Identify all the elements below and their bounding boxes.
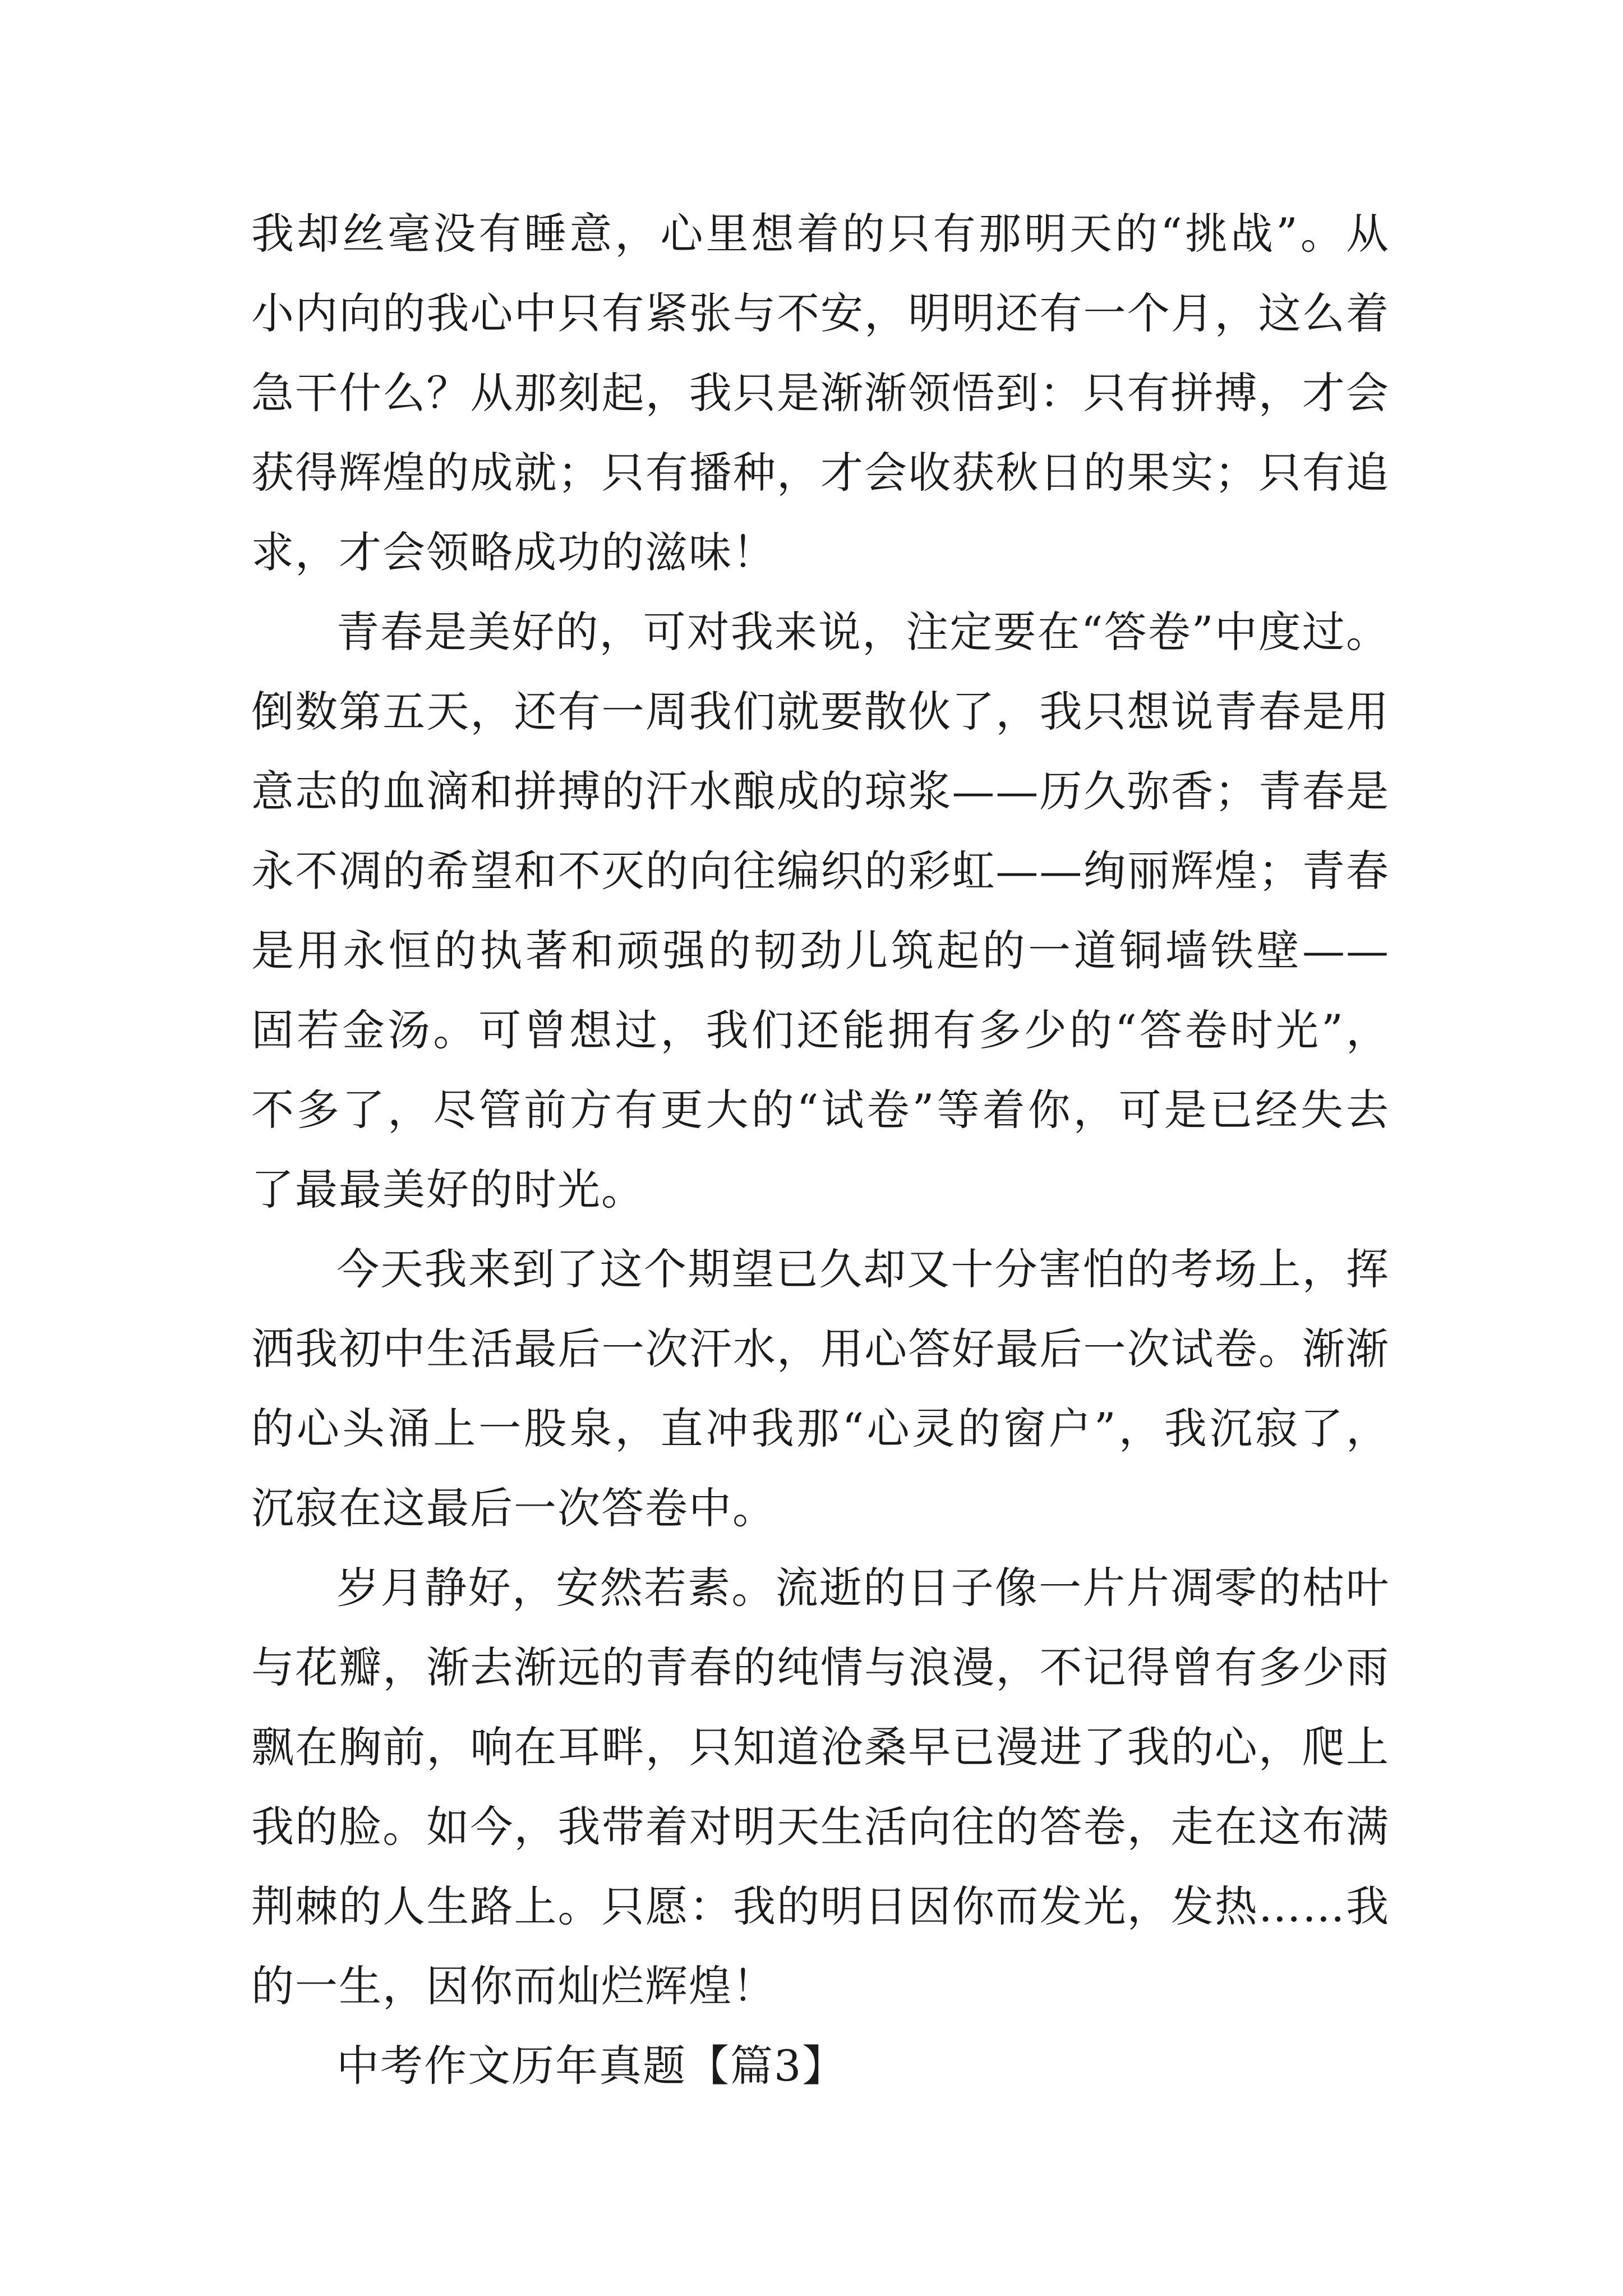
text-line: 中考作文历年真题【篇3】: [336, 2041, 846, 2091]
text-line: 青春是美好的，可对我来说，注定要在“答卷”中度过。: [336, 607, 1390, 657]
text-line: 我却丝毫没有睡意，心里想着的只有那明天的“挑战”。从: [251, 209, 1390, 259]
text-line: 荆棘的人生路上。只愿：我的明日因你而发光，发热……我: [251, 1881, 1390, 1931]
text-line: 求，才会领略成功的滋味！: [251, 527, 776, 577]
paragraph: [251, 194, 1390, 592]
text-line: 沉寂在这最后一次答卷中。: [251, 1483, 776, 1533]
text-line: 倒数第五天，还有一周我们就要散伙了，我只想说青春是用: [251, 687, 1390, 737]
text-line: 飘在胸前，响在耳畔，只知道沧桑早已漫进了我的心，爬上: [251, 1722, 1390, 1772]
paragraph: [251, 592, 1390, 1230]
text-line: 小内向的我心中只有紧张与不安，明明还有一个月，这么着: [251, 288, 1390, 338]
text-line: 急干什么？从那刻起，我只是渐渐领悟到：只有拼搏，才会: [251, 368, 1390, 418]
text-line: 了最最美好的时光。: [251, 1165, 645, 1214]
text-line: 我的脸。如今，我带着对明天生活向往的答卷，走在这布满: [251, 1802, 1390, 1852]
text-line: 洒我初中生活最后一次汗水，用心答好最后一次试卷。渐渐: [251, 1324, 1390, 1374]
text-line: 永不凋的希望和不灭的向往编织的彩虹——绚丽辉煌；青春: [251, 846, 1390, 896]
text-line: 固若金汤。可曾想过，我们还能拥有多少的“答卷时光”，: [251, 1005, 1390, 1055]
text-line: 获得辉煌的成就；只有播种，才会收获秋日的果实；只有追: [251, 448, 1390, 498]
text-line: 与花瓣，渐去渐远的青春的纯情与浪漫，不记得曾有多少雨: [251, 1642, 1390, 1692]
text-line: 今天我来到了这个期望已久却又十分害怕的考场上，挥: [336, 1244, 1390, 1294]
text-line: 的心头涌上一股泉，直冲我那“心灵的窗户”，我沉寂了，: [251, 1404, 1390, 1453]
text-line: 岁月静好，安然若素。流逝的日子像一片片凋零的枯叶: [336, 1563, 1390, 1613]
text-line: 的一生，因你而灿烂辉煌！: [251, 1961, 776, 2011]
paragraph: [251, 1548, 1390, 2026]
text-line: 不多了，尽管前方有更大的“试卷”等着你，可是已经失去: [251, 1085, 1390, 1135]
paragraph: [251, 1230, 1390, 1548]
paragraph: [251, 2026, 1390, 2106]
text-line: 是用永恒的执著和顽强的韧劲儿筑起的一道铜墙铁壁——: [251, 926, 1390, 976]
text-line: 意志的血滴和拼搏的汗水酿成的琼浆——历久弥香；青春是: [251, 766, 1390, 816]
document-body: [251, 194, 1390, 2106]
